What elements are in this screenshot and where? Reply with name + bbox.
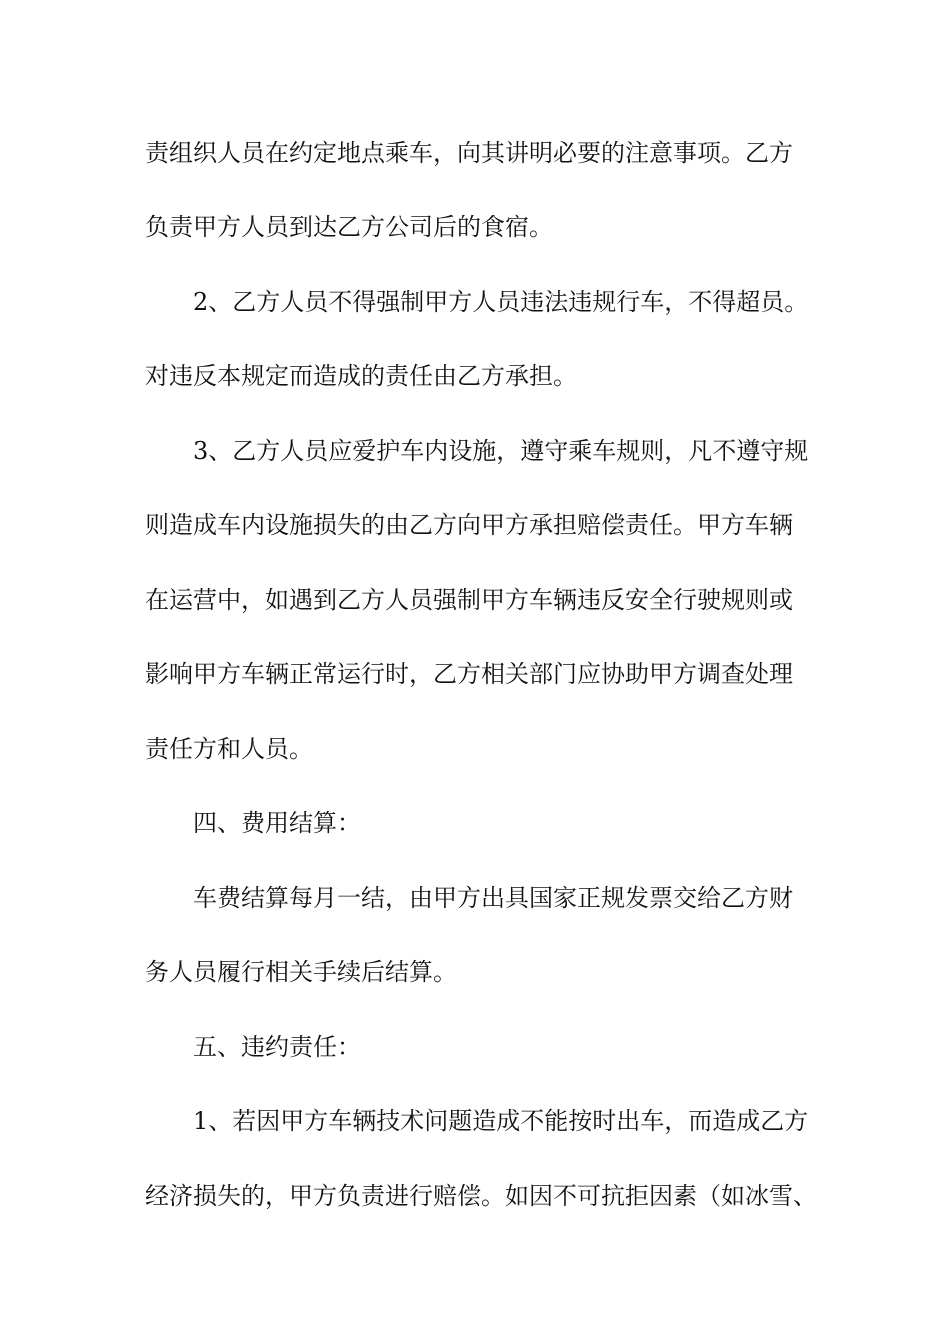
text-line: 1、若因甲方车辆技术问题造成不能按时出车，而造成乙方 <box>193 1107 809 1135</box>
text-line: 2、乙方人员不得强制甲方人员违法违规行车，不得超员。 <box>193 288 809 316</box>
text-line: 3、乙方人员应爱护车内设施，遵守乘车规则，凡不遵守规 <box>193 437 809 465</box>
text-line: 务人员履行相关手续后结算。 <box>145 958 457 986</box>
text-line: 责任方和人员。 <box>145 735 313 763</box>
text-line: 负责甲方人员到达乙方公司后的食宿。 <box>145 213 553 241</box>
section-heading: 五、违约责任： <box>193 1033 361 1061</box>
text-line: 车费结算每月一结，由甲方出具国家正规发票交给乙方财 <box>193 884 793 912</box>
text-line: 对违反本规定而造成的责任由乙方承担。 <box>145 362 577 390</box>
text-line: 责组织人员在约定地点乘车，向其讲明必要的注意事项。乙方 <box>145 139 793 167</box>
section-heading: 四、费用结算： <box>193 809 361 837</box>
text-line: 经济损失的，甲方负责进行赔偿。如因不可抗拒因素（如冰雪、 <box>145 1182 817 1210</box>
text-line: 在运营中，如遇到乙方人员强制甲方车辆违反安全行驶规则或 <box>145 586 793 614</box>
text-line: 则造成车内设施损失的由乙方向甲方承担赔偿责任。甲方车辆 <box>145 511 793 539</box>
text-line: 影响甲方车辆正常运行时，乙方相关部门应协助甲方调查处理 <box>145 660 793 688</box>
